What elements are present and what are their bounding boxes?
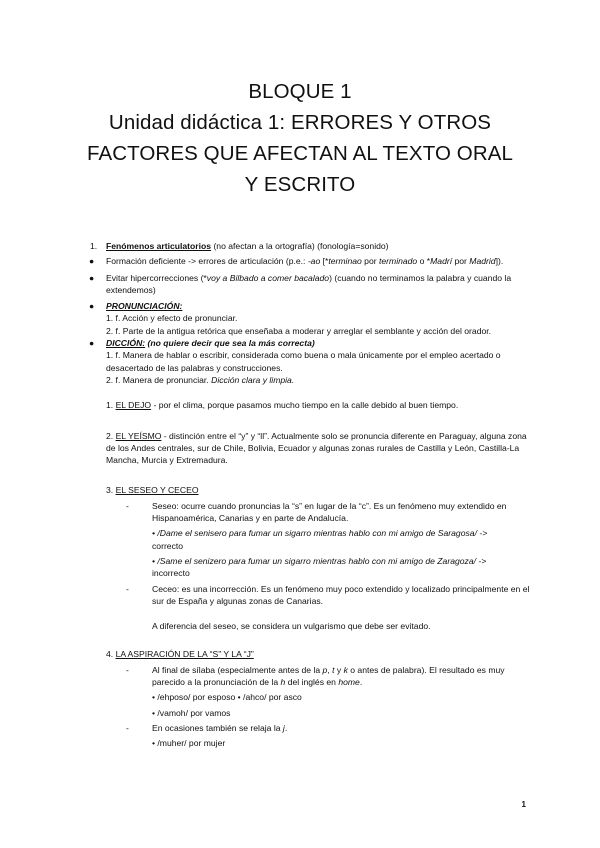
text-span: 2. f. Manera de pronunciar. (106, 374, 212, 385)
definition-line: 2. f. Parte de la antigua retórica que enseñaba a moderar y arreglar el semblante y acción del orador. (106, 325, 492, 336)
section-label: EL SESEO Y CECEO (115, 485, 199, 496)
page-number: 1 (521, 800, 526, 809)
text-span: Evitar hipercorrecciones (* (106, 272, 207, 283)
text-span: 3. (106, 485, 116, 496)
bullet-icon: ● (89, 301, 95, 312)
text-span: terminado (379, 256, 418, 267)
text-span: Ceceo: es una incorrección. Es un fenómeno muy poco extendido y localizado principalmente en el sur de España y algunas zonas de Canarias. (152, 583, 530, 606)
text-span: En ocasiones también se relaja la (152, 722, 283, 733)
text-span: (no quiere decir que sea la más correcta) (145, 338, 315, 349)
text-span: 1. (106, 400, 116, 411)
bullet-icon: ● (89, 338, 95, 349)
section-1-number: 1. (90, 241, 98, 251)
text-span: , (327, 664, 333, 675)
text-span: p (322, 664, 328, 675)
text-span: . (284, 722, 288, 733)
definition-line: 1. f. Acción y efecto de pronunciar. (106, 313, 238, 324)
text-span: por (361, 256, 379, 267)
section-seseo-heading (80, 484, 530, 496)
text-span: [* (320, 256, 329, 267)
text-span: -ao (307, 256, 321, 267)
list-item (80, 337, 530, 349)
example-line: • /Dame el senisero para fumar un sigarro mientras hablo con mi amigo de Saragosa/ -> (152, 528, 488, 539)
list-item (80, 583, 530, 608)
list-item (80, 722, 530, 734)
text-span: ) (cuando no terminamos la palabra y cuando la extendemos) (106, 272, 512, 295)
text-span: Madrí (430, 256, 453, 267)
section-aspiracion-heading (80, 648, 530, 660)
text-span: . (359, 677, 363, 688)
dash-icon: - (126, 500, 129, 511)
example-result: incorrecto (152, 568, 190, 579)
definition-line (80, 374, 530, 386)
text-span: 4. (106, 649, 116, 660)
text-span: voy a Bilbado a comer bacalado (206, 272, 330, 283)
definition-heading: PRONUNCIACIÓN: (106, 301, 183, 312)
title-line-4: Y ESCRITO (244, 173, 356, 196)
list-item (80, 500, 530, 525)
example-result: correcto (152, 540, 184, 551)
text-span: 2. (106, 430, 116, 441)
text-span: h (280, 677, 286, 688)
example-line: • /muher/ por mujer (152, 738, 226, 749)
text-span: Formación deficiente -> errores de articulación (p.e.: (106, 256, 308, 267)
section-1-note: (no afectan a la ortografía) (fonología=sonido) (211, 241, 389, 251)
section-label: EL YEÍSMO (115, 430, 162, 441)
list-item (80, 664, 530, 689)
section-yeismo (80, 430, 530, 467)
section-label: EL DEJO (115, 400, 152, 411)
title-line-2: Unidad didáctica 1: ERRORES Y OTROS (108, 111, 492, 134)
note-line: A diferencia del seseo, se considera un vulgarismo que debe ser evitado. (152, 621, 431, 632)
list-item (80, 255, 530, 267)
text-span: Al final de sílaba (especialmente antes de la (152, 664, 323, 675)
section-1-title: Fenómenos articulatorios (106, 241, 212, 251)
example-line: • /vamoh/ por vamos (152, 707, 231, 718)
bullet-icon: ● (89, 272, 95, 283)
text-span: por (452, 256, 470, 267)
text-span: del inglés en (285, 677, 339, 688)
example-line: • /Same el senizero para fumar un sigarro mientras hablo con mi amigo de Zaragoza/ -> (152, 555, 487, 566)
document-body (80, 240, 530, 750)
text-span: Madrid (469, 256, 496, 267)
text-span: ]). (495, 256, 504, 267)
text-span: o antes de palabra). El resultado es muy parecido a la pronunciación de la (152, 664, 505, 688)
text-span: - distinción entre el “y” y “ll”. Actualmente solo se pronuncia diferente en Paraguay, alguna zona de los Andes centrales, sur de Chile, Bolivia, Ecuador y algunas zonas rurales de Castilla y León, Castilla-La Mancha, Murcia y Extremadura. (106, 430, 527, 466)
list-item (80, 272, 530, 297)
dash-icon: - (126, 722, 129, 733)
text-span: - por el clima, porque pasamos mucho tiempo en la calle debido al buen tiempo. (151, 400, 459, 411)
example-line: • /ehposo/ por esposo • /ahco/ por asco (152, 692, 302, 703)
document-title (40, 76, 560, 200)
text-span: home (338, 677, 360, 688)
section-1-heading (80, 240, 530, 252)
section-label: LA ASPIRACIÓN DE LA “S” Y LA “J” (115, 649, 254, 660)
title-line-3: FACTORES QUE AFECTAN AL TEXTO ORAL (86, 142, 514, 165)
dash-icon: - (126, 583, 129, 594)
section-dejo (80, 399, 530, 411)
text-span: t (332, 664, 335, 675)
text-span: o * (417, 256, 431, 267)
text-span: Seseo: ocurre cuando pronuncias la “s” en lugar de la “c”. Es un fenómeno muy extendido en Hispanoamérica, Canarias y en parte de Andalucía. (152, 500, 507, 524)
bullet-icon: ● (89, 256, 95, 267)
list-item (80, 300, 530, 312)
text-span: j (282, 722, 285, 733)
definition-heading: DICCIÓN: (106, 338, 146, 349)
text-span: k (343, 664, 348, 675)
title-line-1: BLOQUE 1 (248, 80, 352, 103)
text-span: Dicción clara y limpia. (211, 374, 295, 385)
dash-icon: - (126, 664, 129, 675)
text-span: y (334, 664, 344, 675)
definition-line: 1. f. Manera de hablar o escribir, considerada como buena o mala únicamente por el empleo acertado o desacertado de las palabras y construcciones. (106, 350, 501, 373)
text-span: terminao (328, 256, 362, 267)
